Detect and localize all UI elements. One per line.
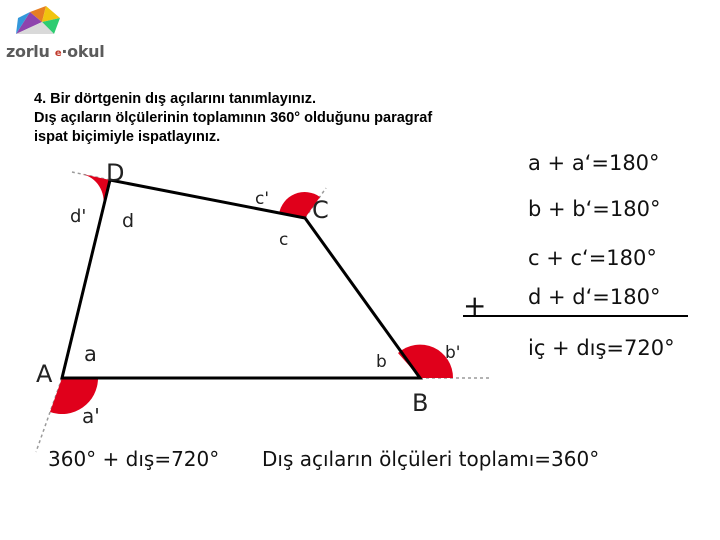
question-line-2: Dış açıların ölçülerinin toplamının 360° olduğunu paragraf [34, 110, 433, 126]
exterior-label-c: c' [255, 189, 270, 209]
exterior-label-a: a' [82, 404, 100, 428]
equation-4: d + d‘=180° [528, 285, 661, 309]
vertex-label-c: C [312, 196, 329, 224]
equation-3: c + c‘=180° [528, 246, 657, 270]
interior-label-b: b [376, 352, 387, 372]
exterior-label-b: b' [445, 343, 461, 363]
exterior-label-d: d' [70, 206, 87, 227]
logo-text-left: zorlu [6, 42, 50, 61]
logo-text-right: okul [67, 42, 105, 61]
logo-text: zorlu e·okul [6, 42, 105, 61]
vertex-label-a: A [36, 360, 53, 388]
quadrilateral-sides [62, 180, 420, 378]
question-line-3: ispat biçimiyle ispatlayınız. [34, 129, 221, 145]
interior-label-a: a [84, 342, 97, 366]
interior-label-c: c [279, 230, 289, 250]
question-line-1: 4. Bir dörtgenin dış açılarını tanımlayınız. [34, 91, 317, 107]
conclusion-right: Dış açıların ölçüleri toplamı=360° [262, 447, 600, 471]
vertex-label-d: D [106, 159, 125, 187]
logo-text-sep: e [54, 48, 62, 59]
equation-1: a + a‘=180° [528, 151, 660, 175]
equation-2: b + b‘=180° [528, 197, 661, 221]
conclusion-left: 360° + dış=720° [48, 447, 220, 471]
interior-label-d: d [122, 210, 135, 232]
total-equation: iç + dış=720° [528, 336, 675, 360]
plus-sign: + [463, 289, 487, 322]
vertex-label-b: B [412, 389, 429, 417]
